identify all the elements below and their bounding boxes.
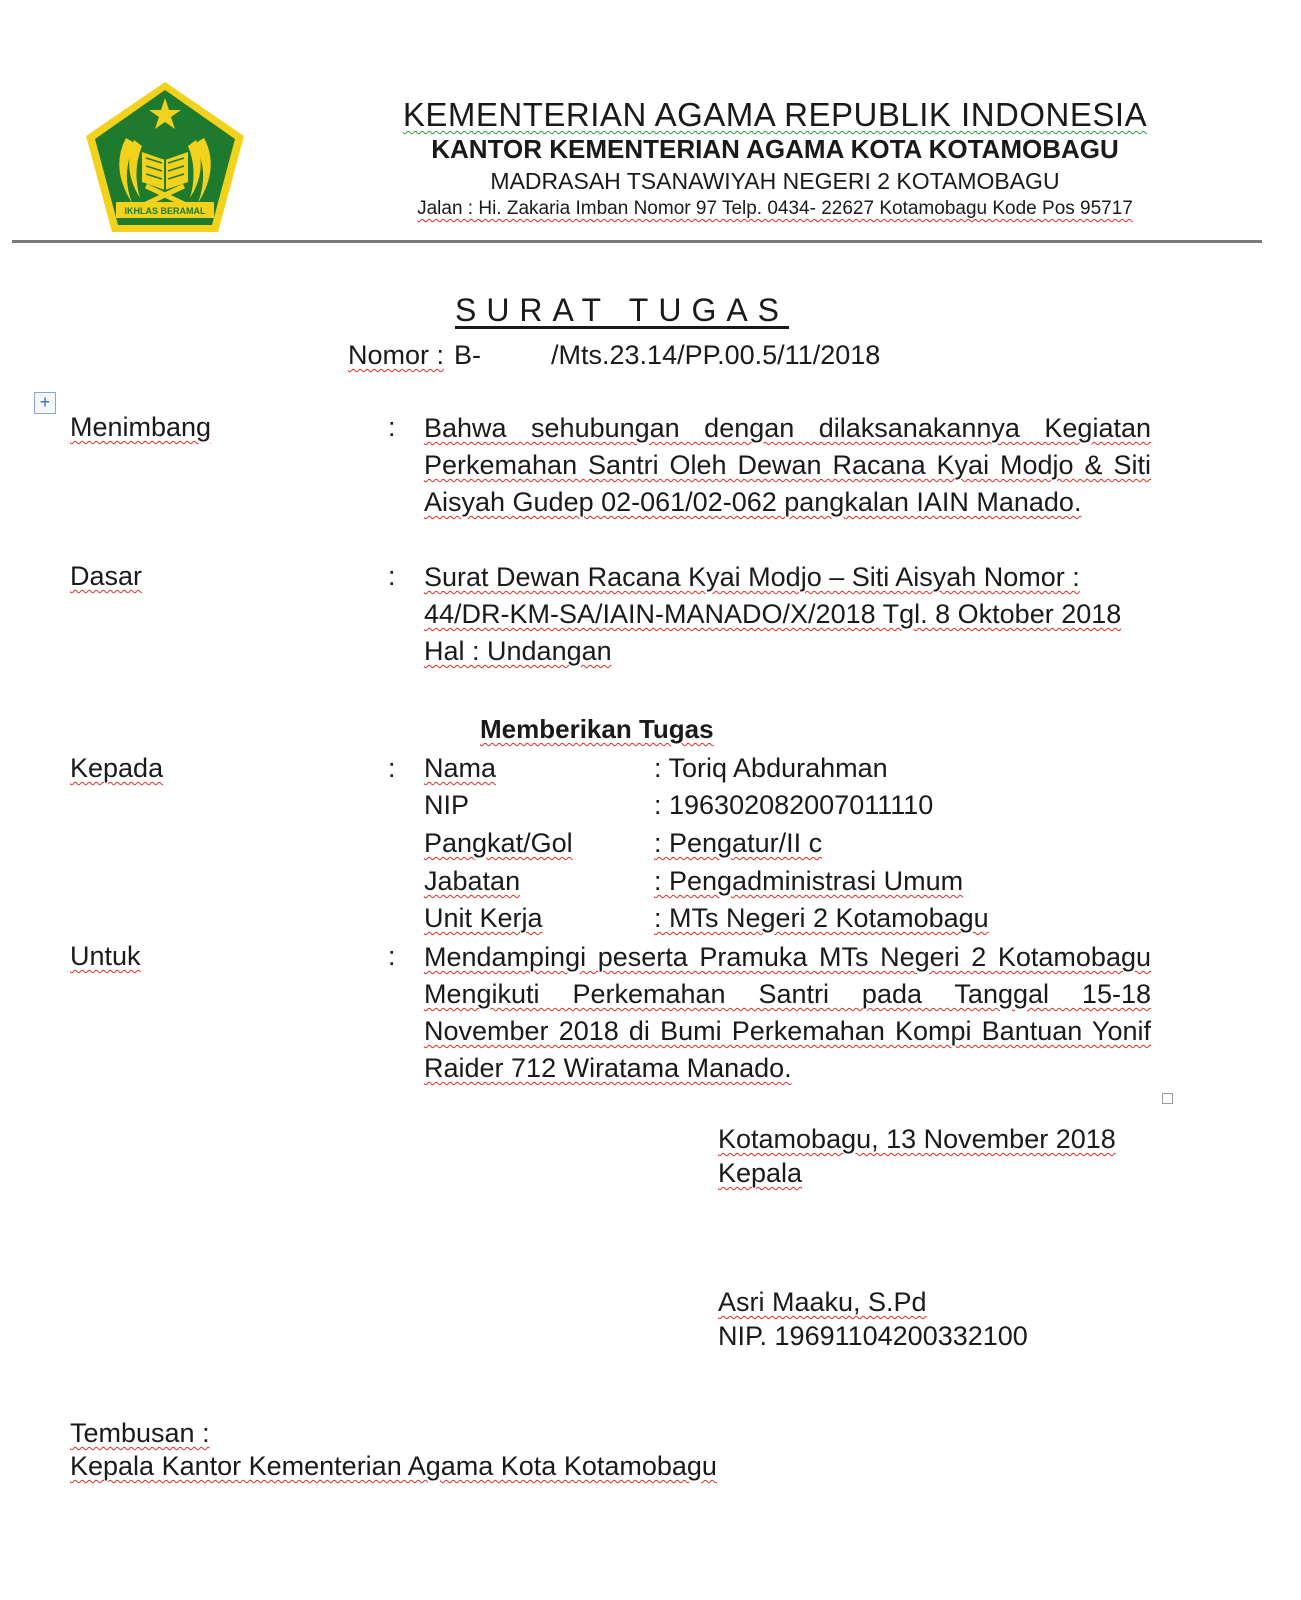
menimbang-colon: : [388, 412, 396, 442]
field-value-unit-kerja: : MTs Negeri 2 Kotamobagu [654, 903, 989, 933]
document-title: SURAT TUGAS [454, 292, 790, 328]
signatory-nip: NIP. 19691104200332100 [718, 1321, 1028, 1351]
field-value-nip: : 196302082007011110 [654, 790, 934, 820]
field-value-pangkat: : Pengatur/II c [654, 828, 823, 858]
field-value-jabatan: : Pengadministrasi Umum [654, 866, 964, 896]
document-number [348, 340, 880, 371]
menimbang-text: Bahwa sehubungan dengan dilaksanakannya Kegiatan Perkemahan Santri Oleh Dewan Racana Kyai Modjo & Siti Aisyah Gudep 02-061/02-062 pangkalan IAIN Manado. [424, 413, 1151, 517]
field-value-nama: : Toriq Abdurahman [654, 753, 888, 783]
table-move-handle-icon[interactable]: + [34, 392, 56, 414]
nomor-value: /Mts.23.14/PP.00.5/11/2018 [551, 340, 881, 370]
memberikan-tugas-heading: Memberikan Tugas [480, 714, 714, 744]
field-label-jabatan: Jabatan [424, 866, 521, 896]
nomor-prefix: B- [454, 340, 482, 370]
nomor-label: Nomor : [348, 340, 445, 370]
end-of-cell-mark [1162, 1093, 1173, 1104]
kepada-colon: : [388, 753, 396, 783]
logo-banner-text: IKHLAS BERAMAL [124, 206, 206, 216]
field-label-unit-kerja: Unit Kerja [424, 903, 543, 933]
field-label-pangkat: Pangkat/Gol [424, 828, 573, 858]
untuk-label: Untuk [70, 941, 141, 971]
dasar-text: Surat Dewan Racana Kyai Modjo – Siti Aisyah Nomor : 44/DR-KM-SA/IAIN-MANADO/X/2018 Tgl. 8 Oktober 2018 Hal : Undangan [424, 562, 1122, 666]
letterhead-office: KANTOR KEMENTERIAN AGAMA KOTA KOTAMOBAGU [431, 134, 1119, 164]
dasar-colon: : [388, 561, 396, 591]
menimbang-label: Menimbang [70, 412, 212, 442]
field-label-nama: Nama [424, 753, 497, 783]
letterhead-divider [12, 240, 1262, 243]
signature-position: Kepala [718, 1158, 803, 1188]
tembusan-item: Kepala Kantor Kementerian Agama Kota Kotamobagu [70, 1451, 717, 1481]
dasar-label: Dasar [70, 561, 143, 591]
kemenag-logo [80, 78, 250, 238]
untuk-text: Mendampingi peserta Pramuka MTs Negeri 2 Kotamobagu Mengikuti Perkemahan Santri pada Tanggal 15-18 November 2018 di Bumi Perkemahan Kompi Bantuan Yonif Raider 712 Wiratama Manado. [424, 942, 1151, 1083]
letterhead-ministry: KEMENTERIAN AGAMA REPUBLIK INDONESIA [402, 96, 1148, 133]
tembusan-label: Tembusan : [70, 1418, 210, 1448]
signatory-name: Asri Maaku, S.Pd [718, 1287, 927, 1317]
kepada-label: Kepada [70, 753, 164, 783]
signature-place-date: Kotamobagu, 13 November 2018 [718, 1124, 1116, 1154]
field-label-nip: NIP [424, 790, 470, 820]
untuk-colon: : [388, 941, 396, 971]
letterhead-address: Jalan : Hi. Zakaria Imban Nomor 97 Telp. 0434- 22627 Kotamobagu Kode Pos 95717 [417, 198, 1133, 219]
letterhead-school: MADRASAH TSANAWIYAH NEGERI 2 KOTAMOBAGU [490, 168, 1060, 194]
